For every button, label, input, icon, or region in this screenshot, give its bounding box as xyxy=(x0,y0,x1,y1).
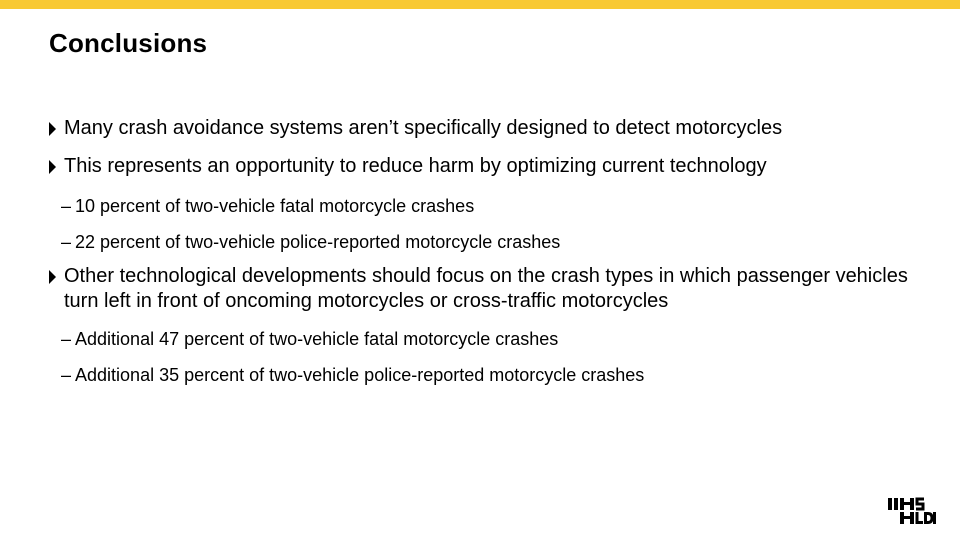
dash-icon: – xyxy=(61,365,72,385)
bullet-item xyxy=(48,154,928,179)
dash-icon: – xyxy=(61,196,72,216)
sub-bullet-text: Additional 35 percent of two-vehicle police-reported motorcycle crashes xyxy=(75,365,645,385)
dash-icon: – xyxy=(61,329,72,349)
slide-title: Conclusions xyxy=(49,28,208,58)
sub-bullet-text: Additional 47 percent of two-vehicle fatal motorcycle crashes xyxy=(75,329,559,349)
sub-bullet-text: 22 percent of two-vehicle police-reported motorcycle crashes xyxy=(75,232,561,252)
sub-bullet-text: 10 percent of two-vehicle fatal motorcycle crashes xyxy=(75,196,475,216)
bullet-text: This represents an opportunity to reduce harm by optimizing current technology xyxy=(64,155,767,177)
sub-bullet-item xyxy=(48,231,928,253)
bullet-text: Other technological developments should focus on the crash types in which passenger vehicles turn left in front of oncoming motorcycles or cross-traffic motorcycles xyxy=(64,265,908,312)
sub-bullet-item xyxy=(48,195,928,217)
sub-bullet-item xyxy=(48,328,928,350)
bullet-item xyxy=(48,116,928,141)
bullet-arrow-icon xyxy=(49,122,56,136)
dash-icon: – xyxy=(61,232,72,252)
bullet-arrow-icon xyxy=(49,270,56,284)
bullet-arrow-icon xyxy=(49,160,56,174)
bullet-item xyxy=(48,264,928,314)
top-accent-bar xyxy=(0,0,960,9)
slide-body xyxy=(48,116,928,386)
bullet-text: Many crash avoidance systems aren’t specifically designed to detect motorcycles xyxy=(64,117,783,139)
iihs-hldi-logo xyxy=(888,496,936,526)
sub-bullet-item xyxy=(48,364,928,386)
